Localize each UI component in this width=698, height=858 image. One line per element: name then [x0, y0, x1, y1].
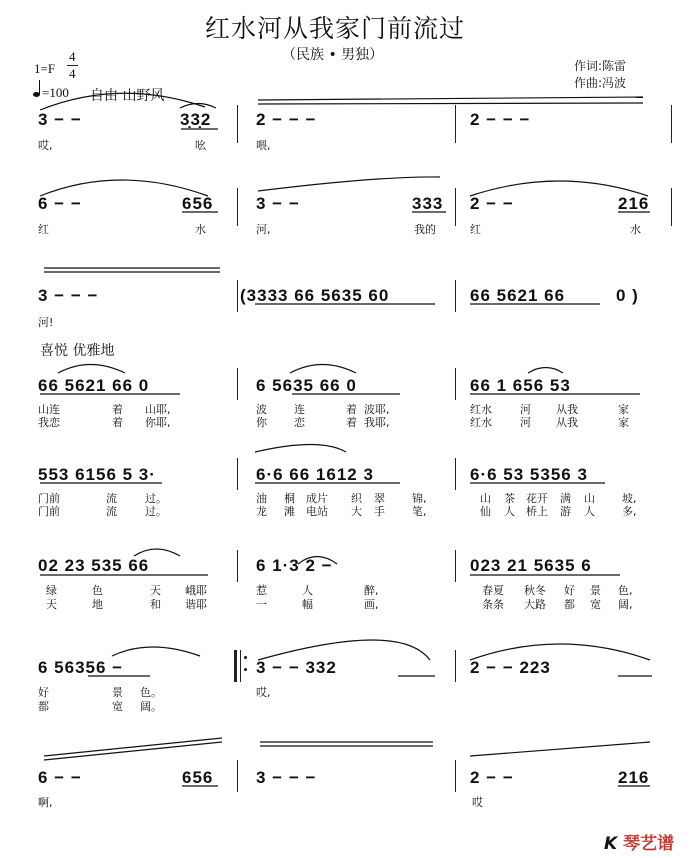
lyric: 幅	[302, 598, 313, 611]
key-signature: 1=F	[34, 61, 56, 76]
lyric: 桐	[284, 492, 295, 505]
lyric: 笔,	[412, 505, 427, 518]
notes-r2: 6 − −	[38, 194, 82, 213]
lyric: 翠	[374, 492, 385, 505]
lyric: 和	[150, 598, 161, 611]
notes-r3: (3333 66 5635 60	[240, 286, 390, 305]
lyric: 地	[92, 598, 103, 611]
lyric: 哎,	[256, 686, 271, 699]
lyric: 河,	[256, 223, 271, 236]
lyric: 哎	[472, 796, 483, 809]
lyric: 流	[106, 492, 117, 505]
lyric: 好	[564, 584, 575, 597]
slur-r4c	[528, 368, 563, 374]
lyric: 红水	[470, 403, 492, 416]
lyric: 恋	[294, 416, 305, 429]
notes-r3: 3 − − −	[38, 286, 99, 305]
notes-r4: 6 5635 66 0	[256, 376, 357, 395]
slur-r5a	[255, 445, 346, 453]
notes-r4: 66 1 656 53	[470, 376, 571, 395]
lyricist-credit: 作词:陈雷	[574, 59, 627, 73]
notes-r5: 6·6 53 5356 3	[470, 465, 588, 484]
lyric: 都	[564, 598, 575, 611]
lyric: 色,	[618, 584, 633, 597]
lyric: 着	[346, 403, 357, 416]
lyric: 山连	[38, 403, 60, 416]
lyric: 我耶,	[364, 416, 390, 429]
notes-r2: 656	[182, 194, 214, 213]
lyric: 流	[106, 505, 117, 518]
lyric: 都	[38, 700, 49, 713]
notes-r1-m1: 3 − −	[38, 110, 82, 129]
lyric: 河!	[38, 316, 54, 329]
lyric: 绿	[46, 584, 57, 597]
lyric: 人	[584, 505, 595, 518]
notes-r7: 2 − − 223	[470, 658, 551, 677]
lyric: 连	[294, 403, 305, 416]
lyric: 哎,	[38, 139, 53, 152]
repeat-dot-icon	[244, 668, 247, 671]
lyric: 人	[504, 505, 515, 518]
brand-mark-icon: K	[604, 834, 618, 854]
lyric: 桥上	[526, 505, 548, 518]
lyric: 过。	[145, 505, 167, 518]
notes-r8: 6 − −	[38, 768, 82, 787]
time-signature-top: 4	[69, 49, 76, 64]
lyric: 景	[112, 686, 123, 699]
notes-r5: 553 6156 5 3·	[38, 465, 156, 484]
notes-r3: 0 )	[616, 286, 639, 305]
lyric: 喂,	[256, 139, 271, 152]
lyric: 茶	[504, 492, 515, 505]
notes-r2: 333	[412, 194, 444, 213]
lyric: 红	[470, 223, 481, 236]
expression-marking-1: 自由 山野风	[90, 88, 165, 104]
lyric: 春夏	[482, 584, 504, 597]
expression-marking-2: 喜悦 优雅地	[40, 343, 115, 359]
lyric: 锦,	[412, 492, 427, 505]
lyric: 织	[351, 492, 362, 505]
lyric: 好	[38, 686, 49, 699]
lyric: 天	[150, 584, 161, 597]
lyric: 景	[590, 584, 601, 597]
lyric: 大路	[524, 598, 546, 611]
lyric: 着	[112, 416, 123, 429]
lyric: 成片	[306, 492, 328, 505]
notes-r1-m3: 2 − − −	[470, 110, 531, 129]
lyric: 惹	[256, 584, 267, 597]
notes-r8: 656	[182, 768, 214, 787]
lyric: 电站	[306, 505, 328, 518]
lyric: 人	[302, 584, 313, 597]
lyric: 门前	[38, 492, 60, 505]
lyric: 河	[520, 416, 531, 429]
notes-r1-m2: 2 − − −	[256, 110, 317, 129]
brand-logo	[604, 829, 674, 854]
notes-r2: 3 − −	[256, 194, 300, 213]
slur-r4b	[290, 365, 356, 374]
notes-r6: 6 1·3 2 −	[256, 556, 333, 575]
notes-r5: 6·6 66 1612 3	[256, 465, 374, 484]
lyric: 你	[256, 416, 267, 429]
slur-r6a	[134, 549, 180, 556]
notes-r8: 3 − − −	[256, 768, 317, 787]
lyric: 着	[346, 416, 357, 429]
lyric: 龙	[256, 505, 267, 518]
lyric: 门前	[38, 505, 60, 518]
lyric: 天	[46, 598, 57, 611]
tie-r8b	[44, 742, 222, 760]
lyric: 水	[630, 223, 641, 236]
tie-r1b	[258, 103, 643, 104]
lyric: 吆	[195, 139, 206, 152]
tie-r8e	[470, 742, 650, 756]
notes-r8: 2 − −	[470, 768, 514, 787]
lyric: 游	[560, 505, 571, 518]
lyric: 着	[112, 403, 123, 416]
lyric: 色。	[140, 686, 162, 699]
brand-name: 琴艺谱	[623, 834, 675, 854]
lyric: 从我	[556, 416, 578, 429]
lyric: 宽	[590, 598, 601, 611]
lyric: 红	[38, 223, 49, 236]
lyric: 山耶,	[145, 403, 171, 416]
lyric: 色	[92, 584, 103, 597]
time-signature-bottom: 4	[69, 66, 76, 81]
song-title: 红水河从我家门前流过	[205, 14, 466, 43]
lyric: 多,	[622, 505, 637, 518]
lyric: 谐耶	[185, 598, 207, 611]
lyric: 手	[374, 505, 385, 518]
lyric: 红水	[470, 416, 492, 429]
lyric: 波耶,	[364, 403, 390, 416]
lyric: 秋冬	[524, 584, 546, 597]
tie-r8a	[44, 738, 222, 756]
lyric: 从我	[556, 403, 578, 416]
lyric: 水	[195, 223, 206, 236]
lyric: 波	[256, 403, 267, 416]
tie-r1a	[258, 97, 643, 100]
lyric: 我的	[414, 223, 436, 236]
repeat-dot-icon	[244, 656, 247, 659]
slur-r2b	[258, 177, 440, 191]
lyric: 你耶,	[145, 416, 171, 429]
lyric: 我恋	[38, 416, 60, 429]
notes-r7: 3 − − 332	[256, 658, 337, 677]
notes-r6: 02 23 535 66	[38, 556, 150, 575]
song-subtitle: （民族 • 男独）	[282, 47, 384, 63]
lyric: 阔。	[140, 700, 162, 713]
lyric: 山	[480, 492, 491, 505]
lyric: 醉,	[364, 584, 379, 597]
lyric: 过。	[145, 492, 167, 505]
notes-r3: 66 5621 66	[470, 286, 566, 305]
lyric: 家	[618, 416, 629, 429]
lyric: 家	[618, 403, 629, 416]
lyric: 仙	[480, 505, 491, 518]
lyric: 滩	[284, 505, 295, 518]
lyric: 花开	[526, 492, 548, 505]
lyric: 大	[351, 505, 362, 518]
slur-r7a	[112, 647, 200, 656]
composer-credit: 作曲:冯波	[574, 76, 627, 90]
lyric: 宽	[112, 700, 123, 713]
tempo-marking: =100	[42, 85, 69, 100]
notes-r6: 023 21 5635 6	[470, 556, 592, 575]
lyric: 满	[560, 492, 571, 505]
notes-r4: 66 5621 66 0	[38, 376, 150, 395]
notes-r8: 216	[618, 768, 650, 787]
lyric: 画,	[364, 598, 379, 611]
lyric: 条条	[482, 598, 504, 611]
lyric: 阔,	[618, 598, 633, 611]
slur-r4a	[58, 365, 125, 374]
lyric: 坡,	[622, 492, 637, 505]
notes-r1-m1b: 3̣3̣2	[180, 110, 212, 129]
lyric: 啊,	[38, 796, 53, 809]
lyric: 山	[584, 492, 595, 505]
notes-r7: 6 56356 −	[38, 658, 124, 677]
notes-r2: 2 − −	[470, 194, 514, 213]
lyric: 一	[256, 598, 267, 611]
lyric: 油	[256, 492, 267, 505]
slur-r7b	[258, 640, 430, 660]
notes-r2: 216	[618, 194, 650, 213]
lyric: 河	[520, 403, 531, 416]
lyric: 峨耶	[185, 584, 207, 597]
